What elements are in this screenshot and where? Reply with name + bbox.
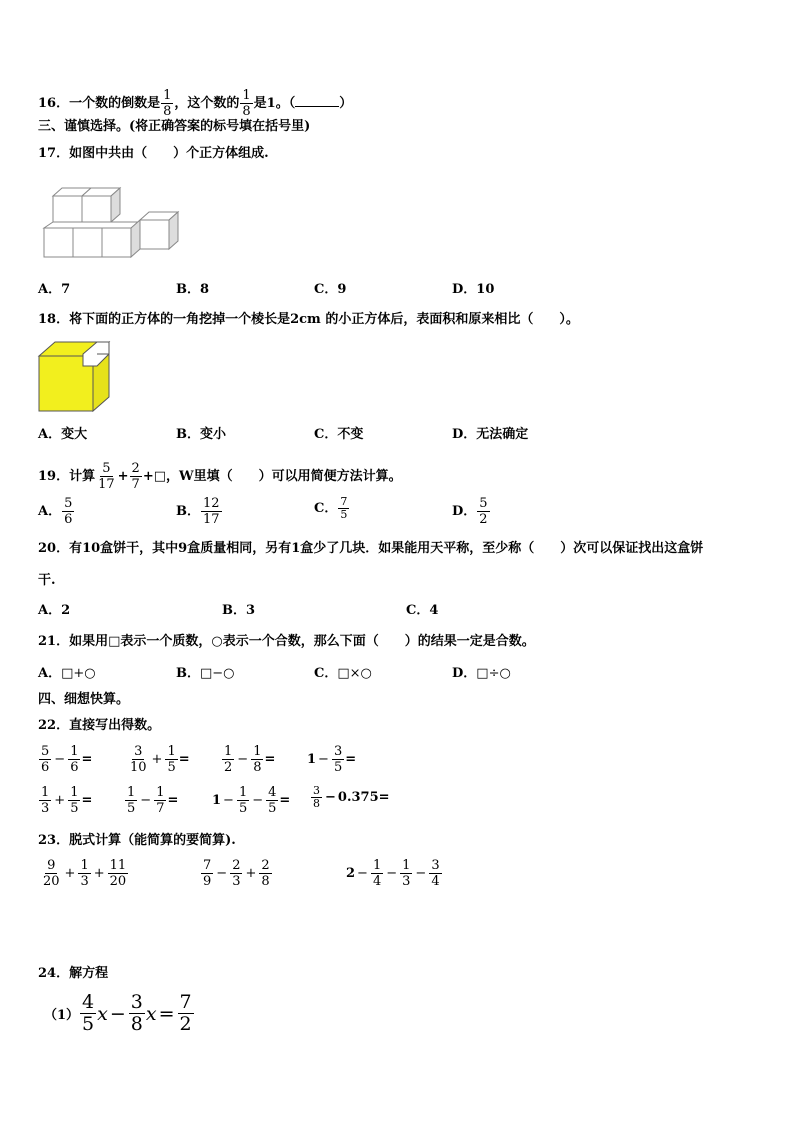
q18-option-c[interactable]: C．不变 [314, 427, 364, 442]
q22-expr-4: 1 − $\frac{3}{5}$ = [307, 744, 357, 775]
fraction: $\frac{5}{17}$ [98, 461, 115, 492]
q22-expr-8: $\frac{3}{8}$ − 0.375 = [313, 784, 390, 810]
fraction: $\frac{1}{8}$ [242, 88, 251, 119]
q20-option-c[interactable]: C．4 [406, 603, 439, 618]
q19-option-d[interactable]: D． $\frac{5}{2}$ [452, 496, 488, 527]
question-20-line-1: 20．有10盒饼干，其中9盒质量相同，另有1盒少了几块．如果能用天平称，至少称（ ）次可以保证找出这盒饼 [38, 541, 704, 556]
question-23: 23．脱式计算（能简算的要简算). [38, 833, 236, 848]
cube-with-cutout-figure [37, 340, 117, 416]
q21-option-b[interactable]: B．□−○ [176, 666, 235, 681]
question-20-line-2: 干. [38, 573, 56, 588]
question-21: 21．如果用□表示一个质数，○表示一个合数，那么下面（ ）的结果一定是合数。 [38, 634, 535, 649]
question-22: 22．直接写出得数。 [38, 718, 161, 733]
q22-expr-2: $\frac{3}{10}$ + $\frac{1}{5}$ = [130, 744, 190, 775]
question-24: 24．解方程 [38, 966, 109, 981]
fraction: $\frac{1}{8}$ [163, 88, 172, 119]
q22-expr-7: 1 − $\frac{1}{5}$ − $\frac{4}{5}$ = [212, 785, 291, 816]
q21-option-a[interactable]: A．□+○ [38, 666, 96, 681]
q23-expr-2: $\frac{7}{9}$ − $\frac{2}{3}$ + $\frac{2}{8}$ [203, 858, 270, 889]
q18-option-b[interactable]: B．变小 [176, 427, 226, 442]
q17-option-a[interactable]: A．7 [38, 282, 71, 297]
q22-expr-6: $\frac{1}{5}$ − $\frac{1}{7}$ = [127, 785, 179, 816]
q18-option-a[interactable]: A．变大 [38, 427, 88, 442]
q19-option-b[interactable]: B． $\frac{12}{17}$ [176, 496, 220, 527]
question-18: 18．将下面的正方体的一角挖掉一个棱长是2cm 的小正方体后，表面积和原来相比（ ）。 [38, 312, 579, 327]
q22-expr-3: $\frac{1}{2}$ − $\frac{1}{8}$ = [224, 744, 276, 775]
section-3-title: 三、谨慎选择。(将正确答案的标号填在括号里) [38, 119, 311, 134]
answer-blank[interactable] [295, 94, 339, 107]
q22-expr-1: $\frac{5}{6}$ − $\frac{1}{6}$ = [41, 744, 93, 775]
q20-option-b[interactable]: B．3 [222, 603, 256, 618]
question-17: 17．如图中共由（ ）个正方体组成. [38, 146, 269, 161]
q23-expr-1: $\frac{9}{20}$ + $\frac{1}{3}$ + $\frac{11}{20}$ [43, 858, 127, 889]
q19-option-a[interactable]: A． $\frac{5}{6}$ [38, 496, 73, 527]
q24-equation-1: （1） $\frac{4}{5}$ x − $\frac{3}{8}$ x = $\frac{7}{2}$ [44, 991, 192, 1035]
q17-option-d[interactable]: D．10 [452, 282, 495, 297]
q22-expr-5: $\frac{1}{3}$ + $\frac{1}{5}$ = [41, 785, 93, 816]
q21-option-c[interactable]: C．□×○ [314, 666, 372, 681]
q17-option-c[interactable]: C．9 [314, 282, 347, 297]
q20-option-a[interactable]: A．2 [38, 603, 71, 618]
q18-option-d[interactable]: D．无法确定 [452, 427, 529, 442]
question-19: 19．计算 $\frac{5}{17}$ + $\frac{2}{7}$ +□，W里填（ ）可以用简便方法计算。 [38, 461, 402, 492]
q19-option-c[interactable]: C． $\frac{7}{5}$ [314, 495, 348, 521]
question-16: 16．一个数的倒数是 $\frac{1}{8}$ ，这个数的 $\frac{1}{8}$ 是1。（ ） [38, 88, 353, 119]
q17-option-b[interactable]: B．8 [176, 282, 210, 297]
section-4-title: 四、细想快算。 [38, 692, 130, 707]
cube-stack-figure [40, 182, 220, 262]
fraction: $\frac{2}{7}$ [131, 461, 140, 492]
q23-expr-3: 2 − $\frac{1}{4}$ − $\frac{1}{3}$ − $\frac{3}{4}$ [346, 858, 440, 889]
q21-option-d[interactable]: D．□÷○ [452, 666, 511, 681]
